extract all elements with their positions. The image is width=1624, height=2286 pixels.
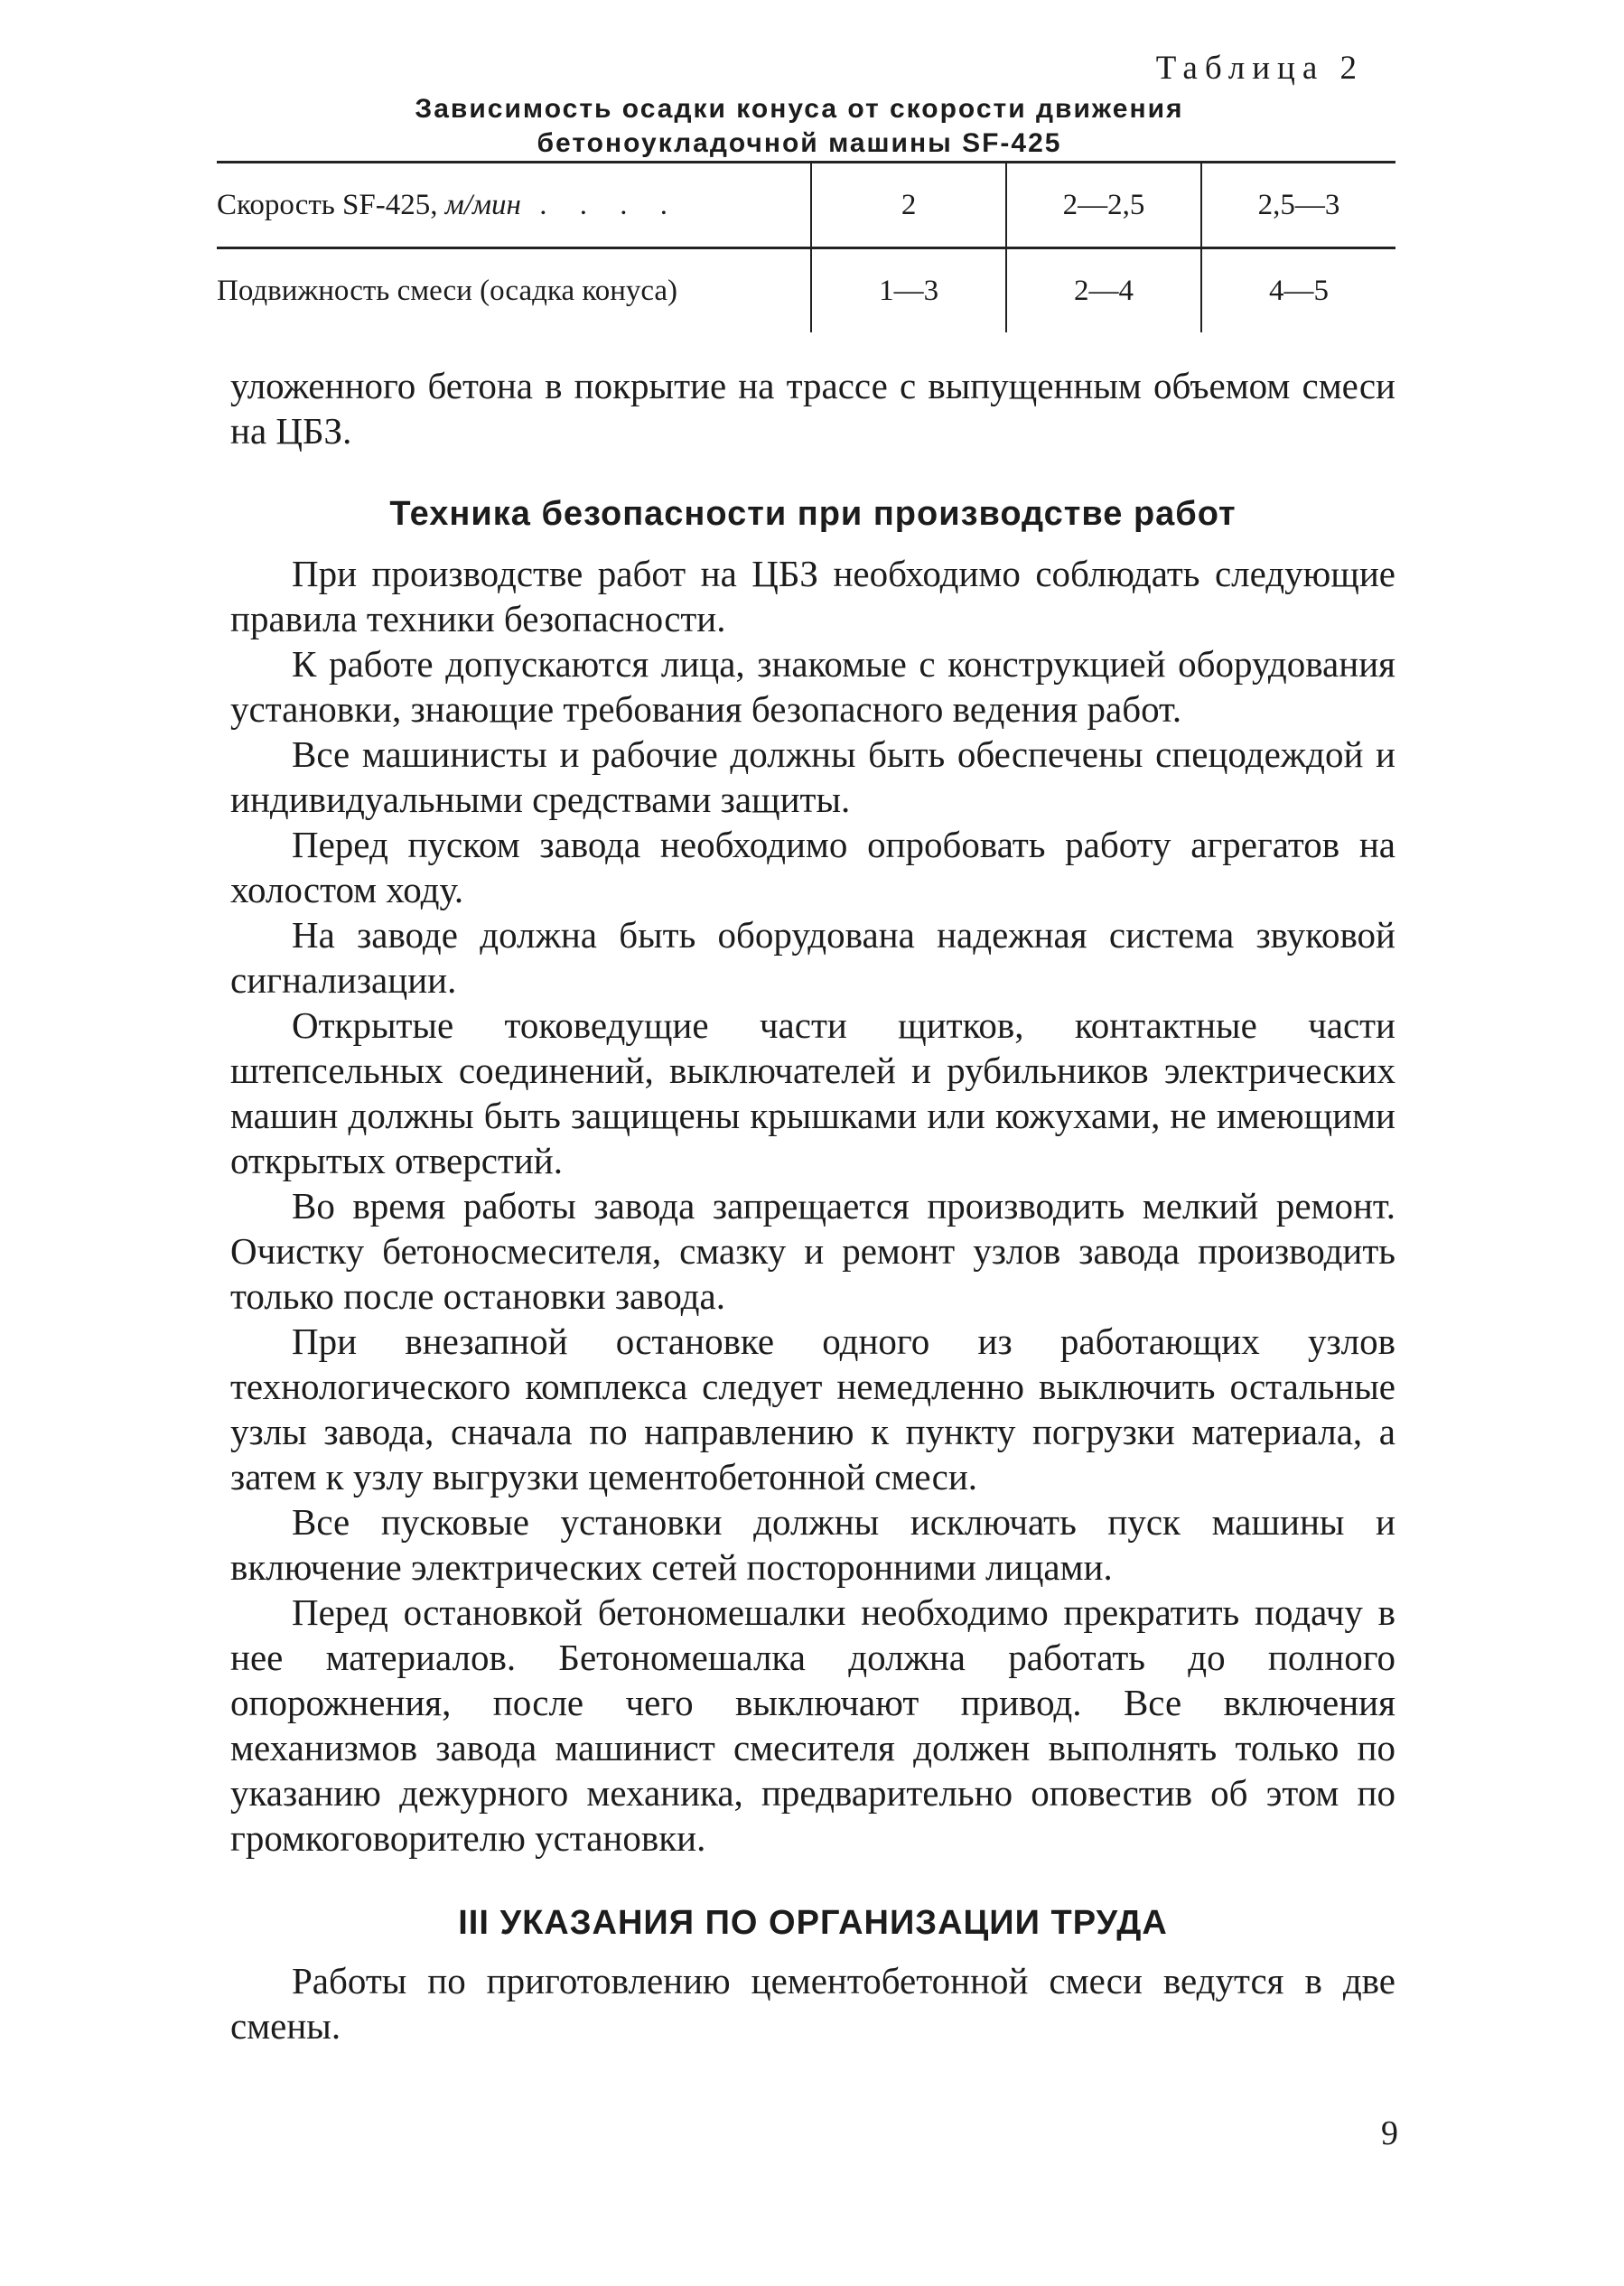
continuation-paragraph: уложенного бетона в покрытие на трассе с выпущенным объемом смеси на ЦБЗ. (230, 365, 1395, 452)
section-heading-safety: Техника безопасности при производстве работ (389, 495, 1237, 533)
table-row-header (217, 248, 811, 333)
table-cell: 2,5—3 (1201, 163, 1395, 248)
page-number: 9 (1381, 2114, 1398, 2152)
row-label: Скорость SF-425, (217, 188, 438, 221)
paragraph: Все машинисты и рабочие должны быть обеспечены спецодеждой и индивидуальными средствами защиты. (230, 733, 1395, 820)
leader-dots: . . . . (539, 188, 680, 221)
table-label: Таблица 2 (1155, 50, 1364, 87)
table-row-speed (217, 163, 1395, 248)
body-text (230, 363, 1395, 2048)
paragraph: Все пусковые установки должны исключать пуск машины и включение электрических сетей посторонними лицами. (230, 1501, 1395, 1588)
table-caption-line-1: Зависимость осадки конуса от скорости движения (415, 94, 1184, 124)
paragraph: Открытые токоведущие части щитков, контактные части штепсельных соединений, выключателей и рубильников электрических машин должны быть защищены крышками или кожухами, не имеющими открытых отверстий. (230, 1004, 1395, 1181)
row-unit: м/мин (444, 188, 521, 221)
table-row-slump (217, 248, 1395, 333)
table-row-header (217, 163, 811, 248)
table-cell: 1—3 (811, 248, 1006, 333)
data-table (217, 161, 1395, 332)
table-cell: 2—4 (1006, 248, 1201, 333)
table-caption-line-2: бетоноукладочной машины SF-425 (537, 128, 1062, 158)
paragraph: При производстве работ на ЦБЗ необходимо соблюдать следующие правила техники безопасности. (230, 553, 1395, 639)
paragraph: Перед остановкой бетономешалки необходимо прекратить подачу в нее материалов. Бетономешалка должна работать до полного опорожнения, после чего выключают привод. Все включения механизмов завода машинист смесителя должен выполнять только по указанию дежурного механика, предварительно оповестив об этом по громкоговорителю установки. (230, 1591, 1395, 1859)
section-heading-labor: III УКАЗАНИЯ ПО ОРГАНИЗАЦИИ ТРУДА (458, 1904, 1168, 1942)
paragraph: К работе допускаются лица, знакомые с конструкцией оборудования установки, знающие требования безопасного ведения работ. (230, 643, 1395, 730)
paragraph: При внезапной остановке одного из работающих узлов технологического комплекса следует немедленно выключить остальные узлы завода, сначала по направлению к пункту погрузки материала, а затем к узлу выгрузки цементобетонной смеси. (230, 1320, 1395, 1498)
table-caption (217, 92, 1382, 161)
paragraph: Перед пуском завода необходимо опробовать работу агрегатов на холостом ходу. (230, 824, 1395, 910)
row-label: Подвижность смеси (осадка конуса) (217, 274, 678, 307)
paragraph: Работы по приготовлению цементобетонной смеси ведутся в две смены. (230, 1960, 1395, 2047)
paragraph: На заводе должна быть оборудована надежная система звуковой сигнализации. (230, 914, 1395, 1001)
table-cell: 4—5 (1201, 248, 1395, 333)
table-cell: 2—2,5 (1006, 163, 1201, 248)
table-cell: 2 (811, 163, 1006, 248)
paragraph: Во время работы завода запрещается производить мелкий ремонт. Очистку бетоносмесителя, смазку и ремонт узлов завода производить только после остановки завода. (230, 1185, 1395, 1317)
